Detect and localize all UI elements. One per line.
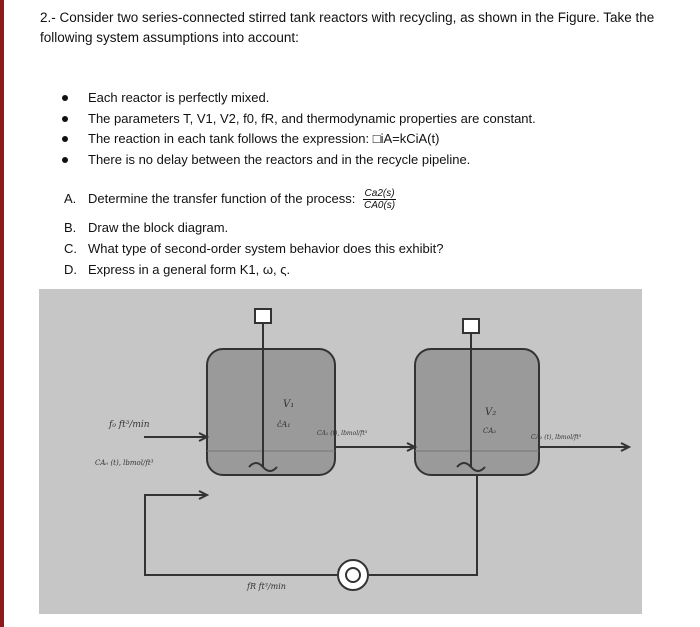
- reactor-2-conc-label: CA₂: [483, 427, 497, 435]
- assumption-item: The parameters T, V1, V2, f0, fR, and thermodynamic properties are constant.: [62, 109, 536, 130]
- reactor-2-tank: [415, 349, 539, 475]
- reactor-1-motor-icon: [255, 309, 271, 323]
- fraction-denominator: CA0(s): [363, 200, 396, 211]
- reactor-1-tank: [207, 349, 335, 475]
- question-letter: A.: [64, 190, 77, 206]
- outlet-stream-label: CA₂ (t), lbmol/ft³: [531, 434, 582, 441]
- question-c: [64, 241, 444, 256]
- question-letter: C.: [64, 241, 77, 256]
- question-d: [64, 262, 290, 277]
- question-text: Draw the block diagram.: [88, 220, 229, 235]
- reactor-figure: [39, 289, 642, 614]
- left-margin-rule: [0, 0, 4, 627]
- problem-intro: 2.- Consider two series-connected stirred tank reactors with recycling, as shown in the Figure. Take the following system assumptions into account:: [40, 10, 655, 45]
- transfer-function-fraction: [363, 188, 396, 211]
- question-text: Express in a general form K1, ω, ς.: [88, 262, 291, 277]
- assumption-item: Each reactor is perfectly mixed.: [62, 88, 536, 109]
- question-text: Determine the transfer function of the process:: [88, 190, 356, 206]
- assumption-item: There is no delay between the reactors and in the recycle pipeline.: [62, 150, 536, 171]
- reactor-1-volume-label: V₁: [283, 399, 295, 410]
- question-letter: B.: [64, 220, 77, 235]
- reactor-2-volume-label: V₂: [485, 407, 497, 418]
- fraction-numerator: Ca2(s): [364, 188, 395, 199]
- question-a: [64, 188, 396, 211]
- question-b: [64, 220, 228, 235]
- inlet-flow-label: f₀ ft³/min: [109, 420, 150, 430]
- reactor-2-motor-icon: [463, 319, 479, 333]
- question-text: What type of second-order system behavior does this exhibit?: [88, 241, 444, 256]
- question-letter: D.: [64, 262, 77, 277]
- inlet-conc-label: CA₀ (t), lbmol/ft³: [95, 459, 154, 467]
- mid-stream-label: CA₁ (t), lbmol/ft³: [317, 430, 368, 437]
- assumptions-list: [62, 88, 536, 171]
- recycle-flow-label: fR ft³/min: [247, 582, 286, 591]
- assumption-item: The reaction in each tank follows the expression: □iA=kCiA(t): [62, 129, 536, 150]
- recycle-pump-icon: [338, 560, 368, 590]
- reactor-1-conc-label: ĉA₁: [277, 420, 291, 429]
